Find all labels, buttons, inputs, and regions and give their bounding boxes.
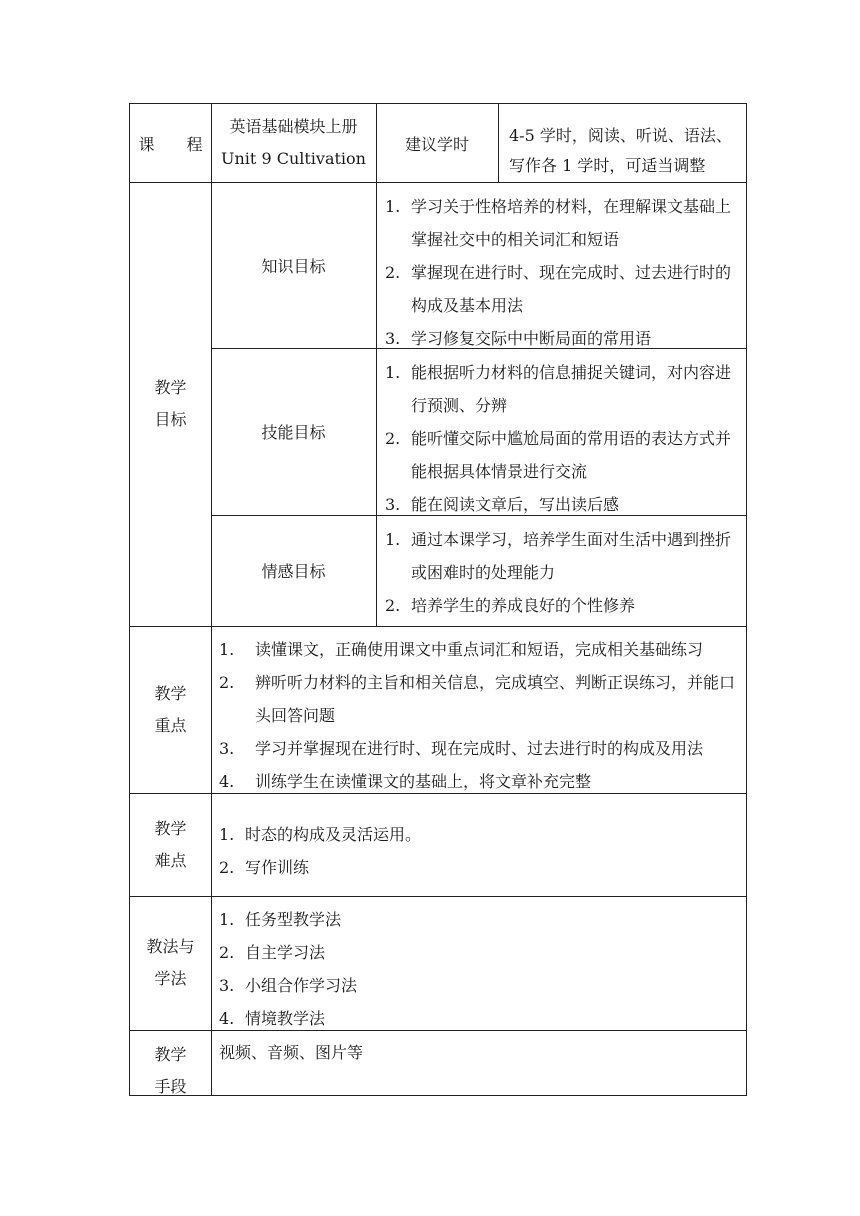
hours-label-cell [376,104,498,182]
emotion-label-cell [211,515,376,626]
hours-value-line1: 4-5 学时，阅读、听说、语法、 [509,126,732,145]
list-item: 1. 学习关于性格培养的材料，在理解课文基础上掌握社交中的相关词汇和短语 [385,197,732,249]
means-text: 视频、音频、图片等 [219,1043,364,1062]
course-label-cell [130,104,211,182]
list-item: 2. 能听懂交际中尴尬局面的常用语的表达方式并能根据具体情景进行交流 [385,429,732,481]
emotion-list [385,523,743,622]
skills-label-cell [211,348,376,515]
list-item: 1. 时态的构成及灵活运用。 [219,825,422,844]
means-label-cell [130,1030,211,1095]
course-label: 课 程 [138,134,203,154]
list-item: 2. 培养学生的养成良好的个性修养 [385,596,636,615]
means-label-1: 教学 [154,1044,187,1064]
list-item: 1. 读懂课文，正确使用课文中重点词汇和短语，完成相关基础练习 [219,640,704,659]
lesson-plan-table [129,103,747,1096]
list-item: 3. 学习修复交际中中断局面的常用语 [385,329,652,348]
key-points-list [219,633,741,798]
list-item: 4. 情境教学法 [219,1009,326,1028]
methods-label-1: 教法与 [146,937,195,956]
difficulties-list [219,818,741,884]
objectives-label-cell [130,182,211,626]
objectives-label-2: 目标 [154,410,187,429]
methods-label-cell [130,896,211,1030]
list-item: 1. 能根据听力材料的信息捕捉关键词，对内容进行预测、分辨 [385,363,732,415]
objectives-label-1: 教学 [154,378,187,397]
key-points-label-cell [130,626,211,793]
course-name-en: Unit 9 Cultivation [221,149,366,168]
difficulties-label-1: 教学 [154,818,187,838]
hours-label: 建议学时 [404,134,469,154]
hours-value-line2: 写作各 1 学时，可适当调整 [509,156,706,175]
list-item: 1. 任务型教学法 [219,910,342,929]
difficulties-label-cell [130,793,211,896]
emotion-label: 情感目标 [261,562,326,581]
skills-list [385,356,743,521]
key-points-label-2: 重点 [154,715,187,735]
row-divider [130,896,746,897]
knowledge-list [385,190,743,355]
means-label-2: 手段 [154,1076,187,1096]
list-item: 2. 辨听听力材料的主旨和相关信息，完成填空、判断正误练习，并能口头回答问题 [219,673,736,725]
list-item: 2. 写作训练 [219,858,310,877]
list-item: 4. 训练学生在读懂课文的基础上，将文章补充完整 [219,772,592,791]
difficulties-label-2: 难点 [154,850,187,870]
col-divider [376,104,377,626]
key-points-label-1: 教学 [154,683,187,703]
course-name-cell [211,104,376,182]
skills-label: 技能目标 [261,423,326,442]
knowledge-label: 知识目标 [261,256,326,276]
knowledge-label-cell [211,182,376,348]
course-name-cn: 英语基础模块上册 [229,117,358,136]
list-item: 3. 学习并掌握现在进行时、现在完成时、过去进行时的构成及用法 [219,739,704,758]
hours-value-cell [498,104,746,182]
list-item: 2. 自主学习法 [219,943,326,962]
list-item: 2. 掌握现在进行时、现在完成时、过去进行时的构成及基本用法 [385,263,732,315]
list-item: 3. 小组合作学习法 [219,976,358,995]
list-item: 1. 通过本课学习，培养学生面对生活中遇到挫折或困难时的处理能力 [385,530,732,582]
methods-list [219,903,741,1035]
methods-label-2: 学法 [154,969,187,988]
row-divider [130,626,746,627]
list-item: 3. 能在阅读文章后，写出读后感 [385,495,620,514]
